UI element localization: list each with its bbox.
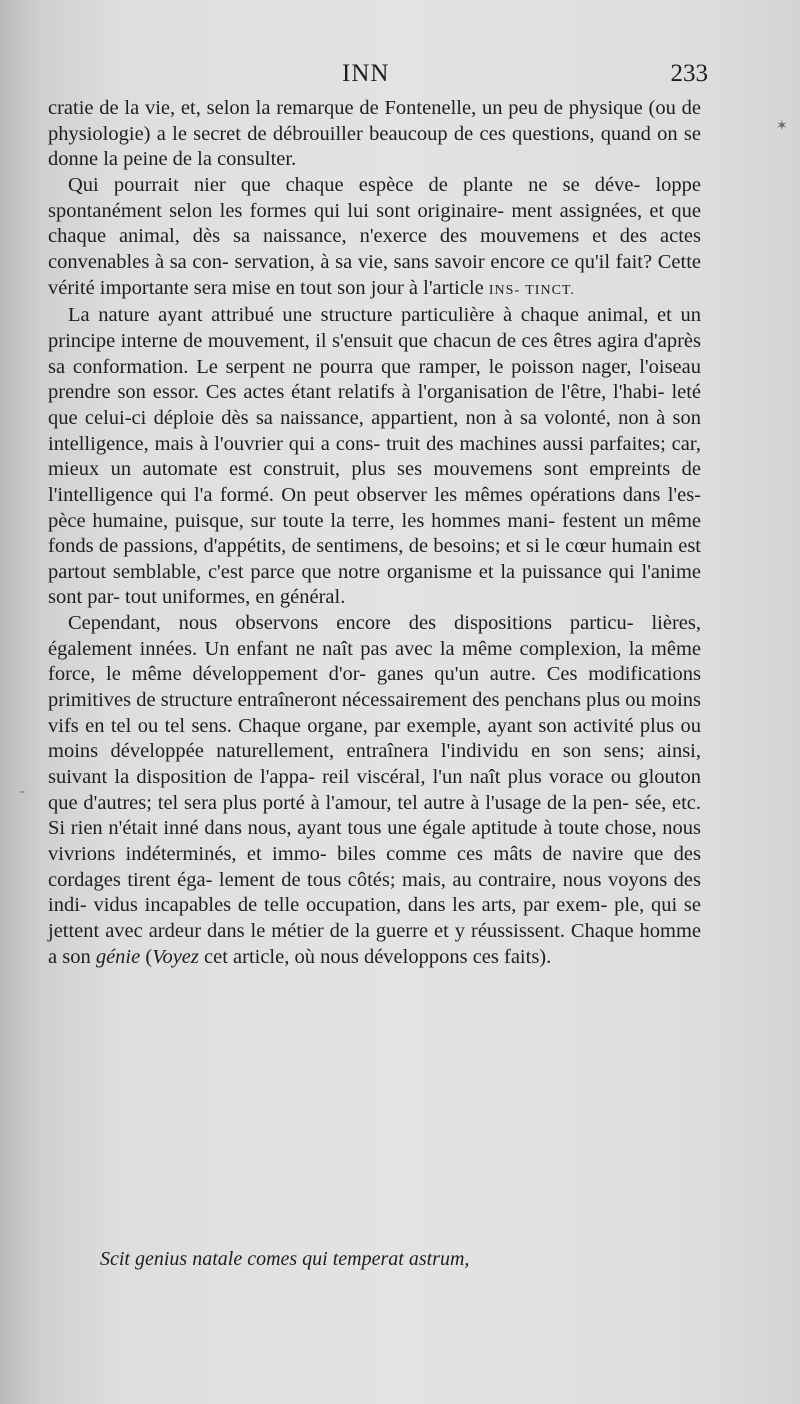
margin-mark: ✶ bbox=[776, 119, 788, 134]
text-line: où nous développons ces faits). bbox=[294, 945, 552, 968]
text-line: tel sera plus porté à l'amour, tel autre à l'usage de la pen- bbox=[157, 791, 630, 814]
running-head: INN bbox=[342, 60, 390, 87]
text-line: sa volonté, non à son intelligence, mais à l'ouvrier qui a cons- bbox=[48, 406, 701, 455]
latin-quotation: Scit genius natale comes qui temperat astrum, bbox=[100, 1248, 470, 1270]
italic-cross-reference: Voyez bbox=[152, 945, 199, 968]
text-line: ple, qui se jettent avec ardeur dans le métier de la guerre et bbox=[48, 894, 701, 942]
text-line: activité plus ou moins développée naturellement, entraînera bbox=[48, 714, 701, 763]
text-line: chacun de ces êtres agira d'après sa conformation. Le serpent bbox=[48, 329, 701, 378]
text-line: Qui pourrait nier que chaque espèce de plante ne se déve- bbox=[68, 173, 641, 196]
text-line: cratie de la vie, et, selon la remarque de Fontenelle, un peu bbox=[48, 97, 538, 119]
paragraph-2 bbox=[48, 173, 701, 303]
paragraph-1 bbox=[48, 96, 701, 173]
text-line: en tel ou tel sens. Chaque organe, par exemple, ayant son bbox=[85, 714, 567, 737]
text-line: l'individu en son sens; ainsi, suivant la disposition de l'appa- bbox=[48, 740, 701, 789]
text-line: aptitude à toute chose, nous vivrions indéterminés, et immo- bbox=[48, 817, 702, 866]
text-line: entraîneront nécessairement des penchans plus ou moins vifs bbox=[48, 689, 702, 737]
text-line: consulter. bbox=[217, 148, 297, 171]
paragraph-3 bbox=[48, 303, 701, 611]
text-line: leté que celui-ci déploie dès sa naissance, appartient, non à bbox=[48, 381, 702, 429]
text-line: parce que notre organisme et la puissance qui l'anime sont par- bbox=[48, 560, 701, 609]
text-line: complexion, la même force, le même développement d'or- bbox=[48, 637, 702, 686]
text-line: de physique (ou de physiologie) a le secret de débrouiller bbox=[48, 97, 701, 145]
small-caps-reference: INS- bbox=[488, 282, 521, 298]
text-line: truit des machines aussi parfaites; car, mieux un automate est bbox=[48, 432, 701, 481]
text-line: essor. Ces actes étant relatifs à l'organisation de l'être, l'habi- bbox=[152, 381, 665, 404]
small-caps-reference-continuation: TINCT. bbox=[525, 282, 575, 298]
text-line: festent un même fonds de passions, d'appétits, de sentimens, bbox=[48, 509, 701, 558]
text-line: Cependant, nous observons encore des dispositions particu- bbox=[68, 612, 634, 635]
text-line: La nature ayant attribué une structure particulière à chaque bbox=[68, 304, 579, 327]
paren-open: ( bbox=[140, 945, 153, 968]
text-line: beaucoup de ces questions, quand on se donne la peine de la bbox=[48, 122, 702, 171]
text-line: lières, également innées. Un enfant ne naît pas avec la même bbox=[48, 612, 702, 660]
text-line: tout uniformes, en général. bbox=[125, 586, 346, 609]
text-line: sée, etc. Si rien n'était inné dans nous, ayant tous une égale bbox=[48, 791, 702, 840]
text-line: construit, plus ses mouvemens sont empreints de l'intelligence bbox=[48, 458, 701, 506]
text-line: ne pourra que ramper, le poisson nager, l'oiseau prendre son bbox=[48, 355, 701, 404]
text-line: ganes qu'un autre. Ces modifications primitives de structure bbox=[48, 663, 702, 712]
text-line: pèce humaine, puisque, sur toute la terre, les hommes mani- bbox=[48, 509, 556, 532]
italic-term-genie: génie bbox=[95, 945, 141, 968]
text-line: reil viscéral, l'un naît plus vorace ou glouton que d'autres; bbox=[48, 766, 701, 814]
text-line: lement de tous côtés; mais, au contraire, nous voyons des indi- bbox=[48, 868, 702, 917]
page-number: 233 bbox=[670, 60, 708, 87]
text-line: y réussissent. Chaque homme a son bbox=[48, 920, 701, 968]
text-line: de besoins; et si le cœur humain est partout semblable, c'est bbox=[48, 535, 701, 583]
text-line: n'exerce des mouvemens et des actes convenables à sa con- bbox=[48, 225, 701, 273]
text-line: loppe spontanément selon les formes qui lui sont originaire- bbox=[48, 173, 702, 222]
margin-mark: - bbox=[20, 784, 25, 799]
body-text bbox=[48, 96, 701, 970]
text-line: animal, et un principe interne de mouvement, il s'ensuit que bbox=[48, 304, 701, 352]
text-fragment: cet article, bbox=[198, 945, 290, 968]
text-line: biles comme ces mâts de navire que des cordages tirent éga- bbox=[48, 843, 701, 891]
text-line: vidus incapables de telle occupation, dans les arts, par exem- bbox=[93, 894, 608, 917]
page-header bbox=[48, 60, 708, 90]
text-line: servation, à sa vie, sans savoir encore ce qu'il fait? Cette bbox=[234, 250, 701, 273]
text-line: vérité importante sera mise en tout son jour à l'article bbox=[48, 276, 484, 299]
paragraph-4 bbox=[48, 611, 701, 970]
text-line: qui l'a formé. On peut observer les mêmes opérations dans l'es- bbox=[160, 483, 701, 506]
text-line: ment assignées, et que chaque animal, dès sa naissance, bbox=[48, 199, 701, 248]
